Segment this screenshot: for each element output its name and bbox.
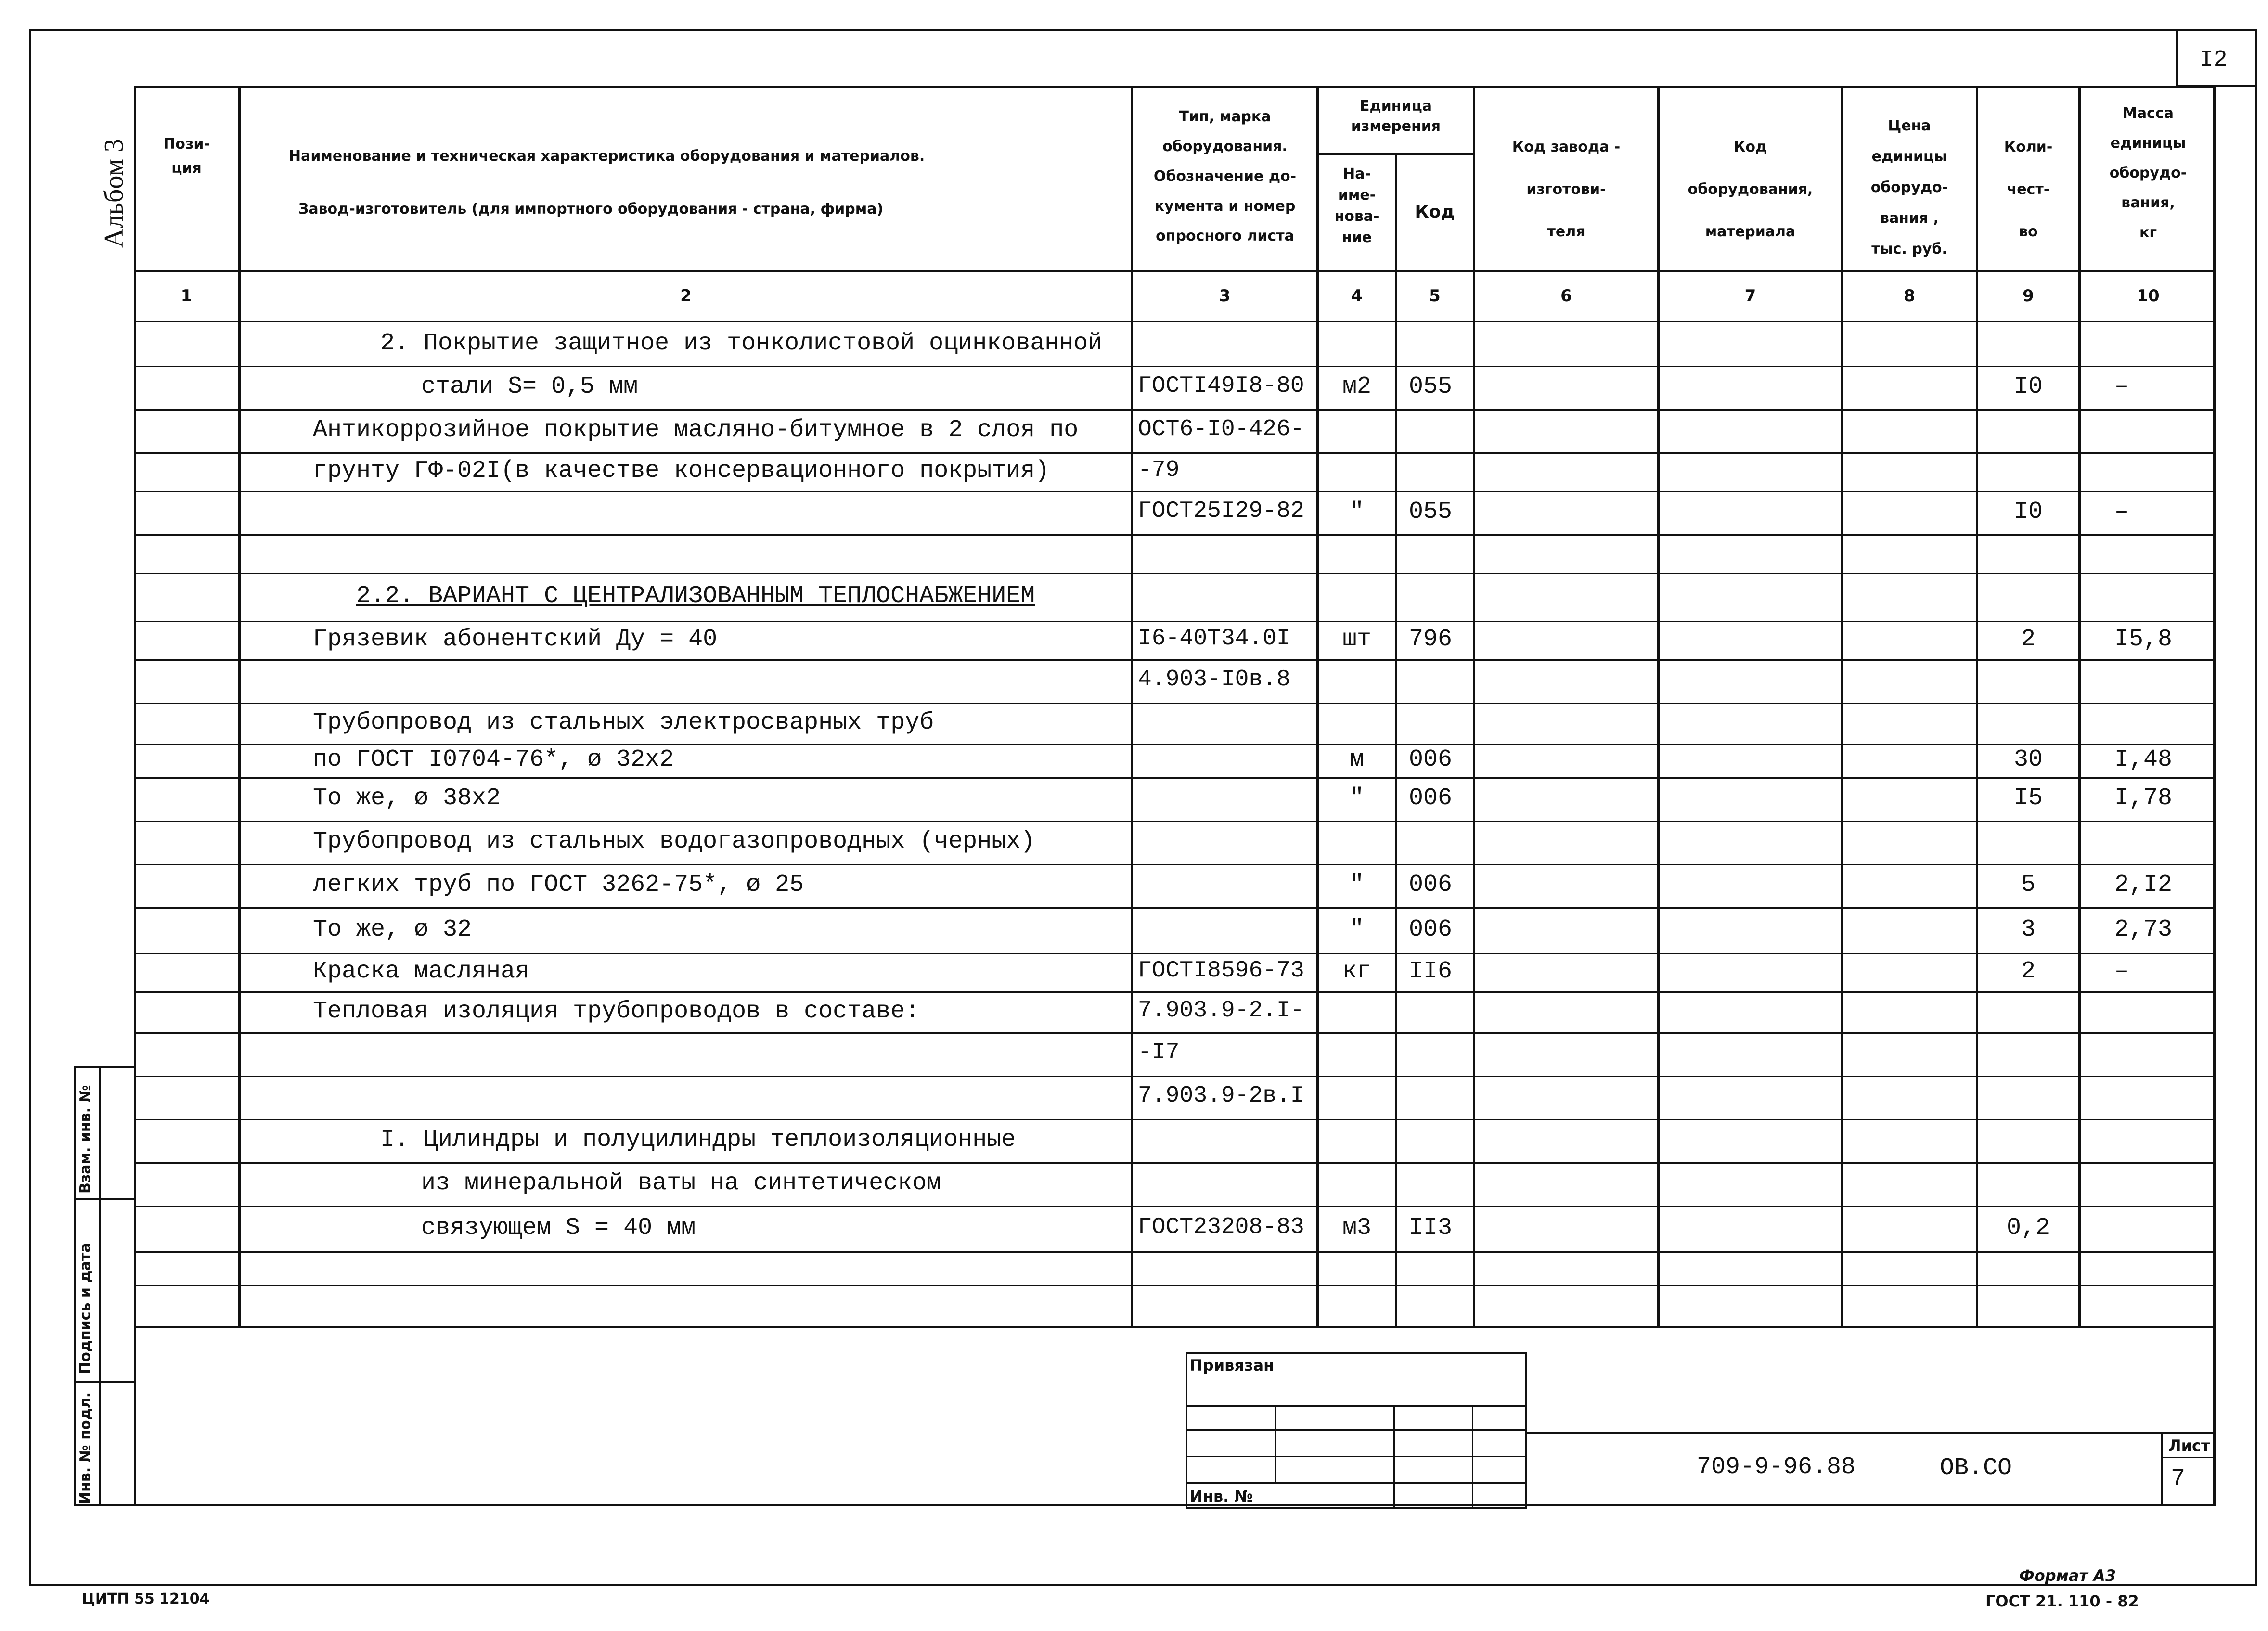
- cell-name: Антикоррозийное покрытие масляно-битумное в 2 слоя по: [313, 416, 1079, 444]
- row-divider: [134, 1285, 2216, 1286]
- cell-code: 055: [1409, 498, 1453, 526]
- colnum-4: 4: [1351, 286, 1363, 306]
- row-divider: [134, 1162, 2216, 1164]
- col-line-9: [2078, 86, 2081, 1327]
- cell-code: II6: [1409, 958, 1453, 985]
- cell-type: -I7: [1138, 1040, 1180, 1066]
- cell-code: 006: [1409, 784, 1453, 812]
- cell-mass: 2,I2: [2114, 871, 2173, 899]
- cell-type: ГОСТI49I8-80: [1138, 373, 1304, 399]
- row-divider: [134, 907, 2216, 909]
- tb-h1: [1186, 1405, 1527, 1407]
- cell-qty: 2: [2021, 626, 2036, 653]
- row-divider: [134, 744, 2216, 745]
- colnum-3: 3: [1219, 286, 1231, 306]
- side-stamp-podpis: Подпись и дата: [77, 1243, 94, 1374]
- footer-format: Формат А3: [2019, 1567, 2116, 1585]
- header-unit: Единица измерения: [1351, 98, 1441, 135]
- cell-qty: I0: [2013, 498, 2043, 526]
- col-line-3: [1316, 86, 1319, 1327]
- side-stamp-vzam: Взам. инв. №: [77, 1085, 94, 1194]
- doc-suffix: ОВ.СО: [1940, 1454, 2012, 1482]
- cell-name: I. Цилиндры и полуцилиндры теплоизоляционные: [380, 1126, 1016, 1154]
- side-stamp-inv: Инв. № подл.: [77, 1392, 94, 1504]
- col-line-4: [1395, 153, 1397, 1327]
- cell-mass: –: [2114, 373, 2129, 400]
- cell-type: 7.903.9-2.I-: [1138, 997, 1304, 1024]
- cell-mass: –: [2114, 498, 2129, 526]
- cell-type: ГОСТI8596-73: [1138, 958, 1304, 984]
- cell-type: 4.903-I0в.8: [1138, 667, 1290, 693]
- colnum-9: 9: [2023, 286, 2034, 306]
- cell-qty: 3: [2021, 915, 2036, 943]
- cell-qty: I0: [2013, 373, 2043, 400]
- cell-mass: I5,8: [2114, 626, 2173, 653]
- list-number: 7: [2171, 1465, 2186, 1493]
- cell-unit: м3: [1342, 1214, 1371, 1242]
- tb-v2: [1393, 1405, 1395, 1509]
- cell-type: ГОСТ23208-83: [1138, 1214, 1304, 1240]
- side-stamp-h2: [74, 1381, 136, 1383]
- cell-mass: 2,73: [2114, 915, 2173, 943]
- cell-name: стали S= 0,5 мм: [421, 373, 638, 400]
- cell-qty: 30: [2013, 746, 2043, 773]
- cell-name: грунту ГФ-02I(в качестве консервационного покрытия): [313, 457, 1050, 485]
- row-divider: [134, 864, 2216, 865]
- cell-name: Трубопровод из стальных электросварных труб: [313, 708, 934, 736]
- cell-type: I6-40Т34.0I: [1138, 626, 1290, 652]
- header-divider: [134, 270, 2216, 272]
- cell-name: по ГОСТ I0704-76*, ø 32х2: [313, 746, 674, 773]
- row-divider: [134, 366, 2216, 367]
- tb-h2: [1186, 1429, 1527, 1431]
- cell-code: 006: [1409, 746, 1453, 773]
- header-col10: Масса единицы оборудо- вания, кг: [2109, 105, 2187, 241]
- cell-name: Краска масляная: [313, 958, 530, 985]
- doc-code: 709-9-96.88: [1697, 1453, 1856, 1481]
- side-stamp-vline: [99, 1066, 101, 1506]
- side-stamp-h1: [74, 1198, 136, 1200]
- cell-unit: ": [1349, 915, 1364, 943]
- colnum-1: 1: [180, 286, 193, 306]
- header-col9: Коли- чест- во: [2004, 139, 2053, 240]
- col-line-8: [1976, 86, 1978, 1327]
- row-divider: [134, 1076, 2216, 1077]
- tb-main-top: [1527, 1432, 2216, 1434]
- tb-v3: [1472, 1405, 1473, 1509]
- cell-code: 006: [1409, 871, 1453, 899]
- row-divider: [134, 491, 2216, 492]
- header-col6: Код завода - изготови- теля: [1512, 139, 1621, 240]
- cell-name: Трубопровод из стальных водогазопроводных (черных): [313, 828, 1035, 855]
- row-divider: [134, 821, 2216, 822]
- cell-type: ГОСТ25I29-82: [1138, 498, 1304, 524]
- cell-mass: –: [2114, 958, 2129, 985]
- row-divider: [134, 1119, 2216, 1120]
- row-divider: [134, 1032, 2216, 1034]
- row-divider: [134, 659, 2216, 661]
- row-divider: [134, 953, 2216, 954]
- cell-mass: I,78: [2114, 784, 2173, 812]
- list-label: Лист: [2168, 1437, 2210, 1455]
- row-divider: [134, 573, 2216, 574]
- col-line-1: [238, 86, 241, 1327]
- privyazan-label: Привязан: [1190, 1356, 1275, 1374]
- colnum-7: 7: [1744, 286, 1756, 306]
- col-line-2: [1131, 86, 1133, 1327]
- cell-name: То же, ø 38х2: [313, 784, 501, 812]
- row-divider: [134, 621, 2216, 622]
- header-col7: Код оборудования, материала: [1688, 139, 1813, 240]
- cell-unit: ": [1349, 498, 1364, 526]
- cell-name: 2.2. ВАРИАНТ С ЦЕНТРАЛИЗОВАННЫМ ТЕПЛОСНАБЖЕНИЕМ: [356, 582, 1035, 610]
- inv-no-label: Инв. №: [1190, 1487, 1253, 1505]
- cell-mass: I,48: [2114, 746, 2173, 773]
- cell-qty: 5: [2021, 871, 2036, 899]
- row-divider: [134, 452, 2216, 454]
- cell-unit: шт: [1342, 626, 1371, 653]
- cell-name: То же, ø 32: [313, 915, 472, 943]
- table-bottom-divider: [134, 1326, 2216, 1328]
- cell-qty: I5: [2013, 784, 2043, 812]
- cell-unit: м2: [1342, 373, 1371, 400]
- cell-name: связующем S = 40 мм: [421, 1214, 696, 1242]
- colnum-divider: [134, 321, 2216, 322]
- row-divider: [134, 409, 2216, 411]
- cell-qty: 2: [2021, 958, 2036, 985]
- row-divider: [134, 1206, 2216, 1207]
- cell-unit: ": [1349, 871, 1364, 899]
- cell-code: 796: [1409, 626, 1453, 653]
- unit-header-split: [1316, 153, 1475, 155]
- cell-code: 055: [1409, 373, 1453, 400]
- cell-name: Тепловая изоляция трубопроводов в составе:: [313, 997, 920, 1025]
- cell-name: Грязевик абонентский Ду = 40: [313, 626, 718, 653]
- cell-unit: кг: [1342, 958, 1371, 985]
- tb-list-mid: [2161, 1457, 2216, 1458]
- footer-left: ЦИТП 55 12104: [82, 1591, 210, 1607]
- row-divider: [134, 991, 2216, 993]
- row-divider: [134, 534, 2216, 536]
- colnum-8: 8: [1904, 286, 1915, 306]
- cell-unit: м: [1349, 746, 1364, 773]
- col-line-7: [1841, 86, 1843, 1327]
- tb-v1: [1275, 1405, 1276, 1482]
- cell-code: II3: [1409, 1214, 1453, 1242]
- tb-h4: [1186, 1482, 1527, 1484]
- colnum-5: 5: [1429, 286, 1441, 306]
- colnum-2: 2: [680, 286, 692, 306]
- row-divider: [134, 777, 2216, 779]
- cell-type: 7.903.9-2в.I: [1138, 1083, 1304, 1109]
- cell-name: 2. Покрытие защитное из тонколистовой оцинкованной: [380, 330, 1103, 357]
- header-col2: Наименование и техническая характеристика оборудования и материалов. Завод-изготовитель (для импортного оборудования - страна, фирма): [289, 148, 925, 218]
- cell-type: ОСТ6-I0-426-: [1138, 416, 1304, 442]
- header-col4: На- име- нова- ние: [1334, 166, 1379, 246]
- cell-qty: 0,2: [2006, 1214, 2050, 1242]
- colnum-10: 10: [2137, 286, 2160, 306]
- row-divider: [134, 1251, 2216, 1253]
- footer-gost: ГОСТ 21. 110 - 82: [1985, 1592, 2139, 1610]
- colnum-6: 6: [1560, 286, 1572, 306]
- tb-list-left: [2161, 1432, 2163, 1506]
- cell-name: из минеральной ваты на синтетическом: [421, 1169, 941, 1197]
- col-line-6: [1657, 86, 1660, 1327]
- cell-name: легких труб по ГОСТ 3262-75*, ø 25: [313, 871, 804, 899]
- cell-unit: ": [1349, 784, 1364, 812]
- header-col5: Код: [1415, 202, 1455, 222]
- row-divider: [134, 703, 2216, 704]
- cell-code: 006: [1409, 915, 1453, 943]
- col-line-5: [1473, 86, 1475, 1327]
- header-col8: Цена единицы оборудо- вания , тыс. руб.: [1870, 117, 1948, 257]
- album-label: Альбом 3: [99, 139, 129, 248]
- tb-h3: [1186, 1456, 1527, 1457]
- header-col1: Пози- ция: [163, 136, 210, 177]
- cell-type: -79: [1138, 457, 1180, 483]
- sheet-corner-number: I2: [2200, 47, 2228, 73]
- header-col3: Тип, марка оборудования. Обозначение до- кумента и номер опросного листа: [1153, 108, 1297, 244]
